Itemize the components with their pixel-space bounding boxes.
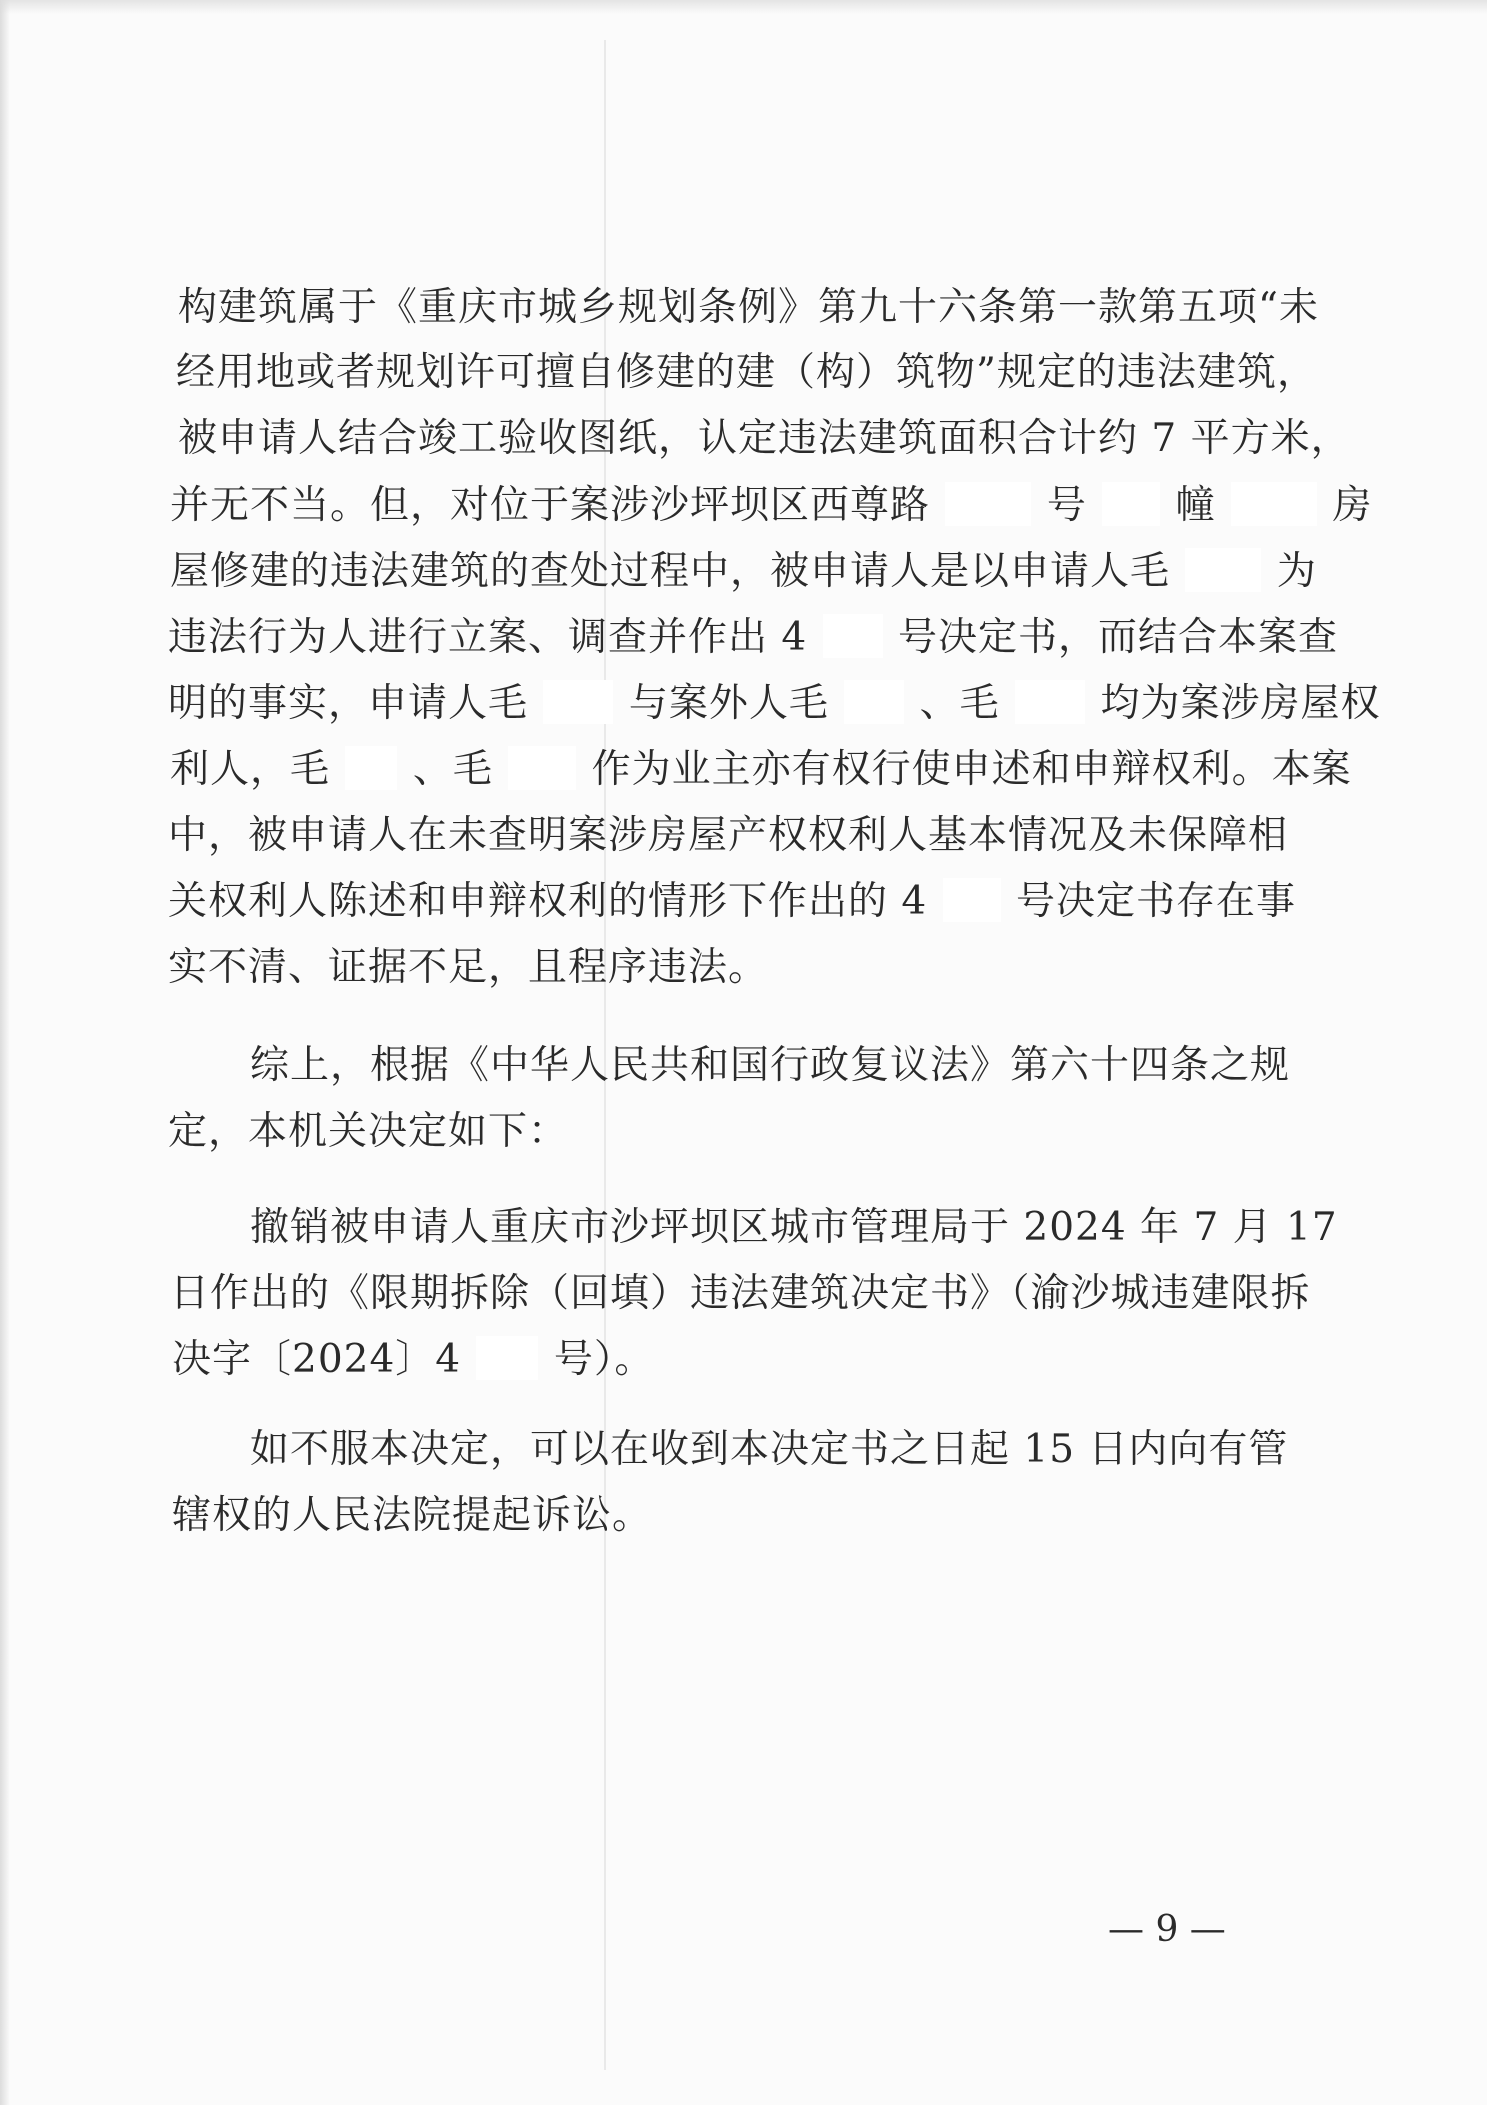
redaction-block (345, 746, 397, 790)
redaction-block (823, 614, 883, 658)
body-text: 如不服本决定，可以在收到本决定书之日起 15 日内向有管 (250, 1427, 1289, 1472)
redaction-block (1015, 680, 1085, 724)
redaction-block (943, 878, 1001, 922)
body-line (250, 1202, 1338, 1254)
body-text: 作为业主亦有权行使申述和申辩权利。本案 (591, 747, 1352, 792)
redaction-block (844, 680, 904, 724)
body-text: 号）。 (553, 1337, 655, 1382)
body-line (172, 1490, 652, 1542)
scan-edge-top (0, 0, 1487, 14)
body-line (178, 413, 1351, 465)
body-text: 构建筑属于《重庆市城乡规划条例》第九十六条第一款第五项“未 (178, 285, 1319, 330)
body-line (172, 1334, 654, 1386)
body-text: 屋修建的违法建筑的查处过程中，被申请人是以申请人毛 (170, 549, 1171, 594)
body-text: 号决定书存在事 (1016, 879, 1297, 924)
body-line (168, 942, 768, 994)
body-line (168, 876, 1296, 928)
body-text: 辖权的人民法院提起诉讼。 (172, 1493, 653, 1538)
body-line (170, 744, 1352, 796)
body-text: 房 (1332, 483, 1373, 528)
redaction-block (945, 482, 1031, 526)
redaction-block (1231, 482, 1317, 526)
body-text: 号 (1046, 483, 1087, 528)
body-line (170, 480, 1373, 532)
redaction-block (476, 1336, 538, 1380)
body-text: 日作出的《限期拆除（回填）违法建筑决定书》（渝沙城违建限拆 (170, 1271, 1311, 1316)
body-text: 撤销被申请人重庆市沙坪坝区城市管理局于 2024 年 7 月 17 (250, 1205, 1338, 1250)
body-text: 与案外人毛 (628, 681, 829, 726)
body-text: 并无不当。但，对位于案涉沙坪坝区西尊路 (170, 483, 931, 528)
redaction-block (1185, 548, 1261, 592)
body-line (250, 1040, 1290, 1092)
body-text: 号决定书，而结合本案查 (898, 615, 1339, 660)
body-text: 关权利人陈述和申辩权利的情形下作出的 4 (168, 879, 928, 924)
body-line (168, 1106, 568, 1158)
body-text: 均为案涉房屋权 (1100, 681, 1381, 726)
body-text: 幢 (1175, 483, 1216, 528)
body-line (176, 347, 1317, 399)
body-text: 、毛 (919, 681, 1000, 726)
body-text: 中，被申请人在未查明案涉房屋产权权利人基本情况及未保障相 (168, 813, 1289, 858)
body-text: 被申请人结合竣工验收图纸，认定违法建筑面积合计约 7 平方米， (178, 416, 1351, 461)
body-line (250, 1424, 1288, 1476)
body-text: 经用地或者规划许可擅自修建的建（构）筑物”规定的违法建筑， (176, 350, 1317, 395)
body-text: 、毛 (412, 747, 493, 792)
redaction-block (508, 746, 576, 790)
body-line (170, 546, 1317, 598)
body-text: 明的事实，申请人毛 (168, 681, 529, 726)
body-text: 决字〔2024〕4 (172, 1337, 462, 1382)
body-text: 为 (1276, 549, 1317, 594)
redaction-block (1102, 482, 1160, 526)
scan-edge-left (0, 0, 10, 2105)
body-text: 定，本机关决定如下： (168, 1109, 569, 1154)
redaction-block (543, 680, 613, 724)
body-line (168, 678, 1381, 730)
body-line (170, 1268, 1311, 1320)
body-text: 违法行为人进行立案、调查并作出 4 (168, 615, 808, 660)
body-line (168, 810, 1288, 862)
body-text: 实不清、证据不足，且程序违法。 (168, 945, 769, 990)
body-line (168, 612, 1338, 664)
body-text: 综上，根据《中华人民共和国行政复议法》第六十四条之规 (250, 1043, 1291, 1088)
body-text: 利人，毛 (170, 747, 331, 792)
page-number: — 9 — (1108, 1909, 1226, 1950)
body-line (178, 282, 1319, 334)
